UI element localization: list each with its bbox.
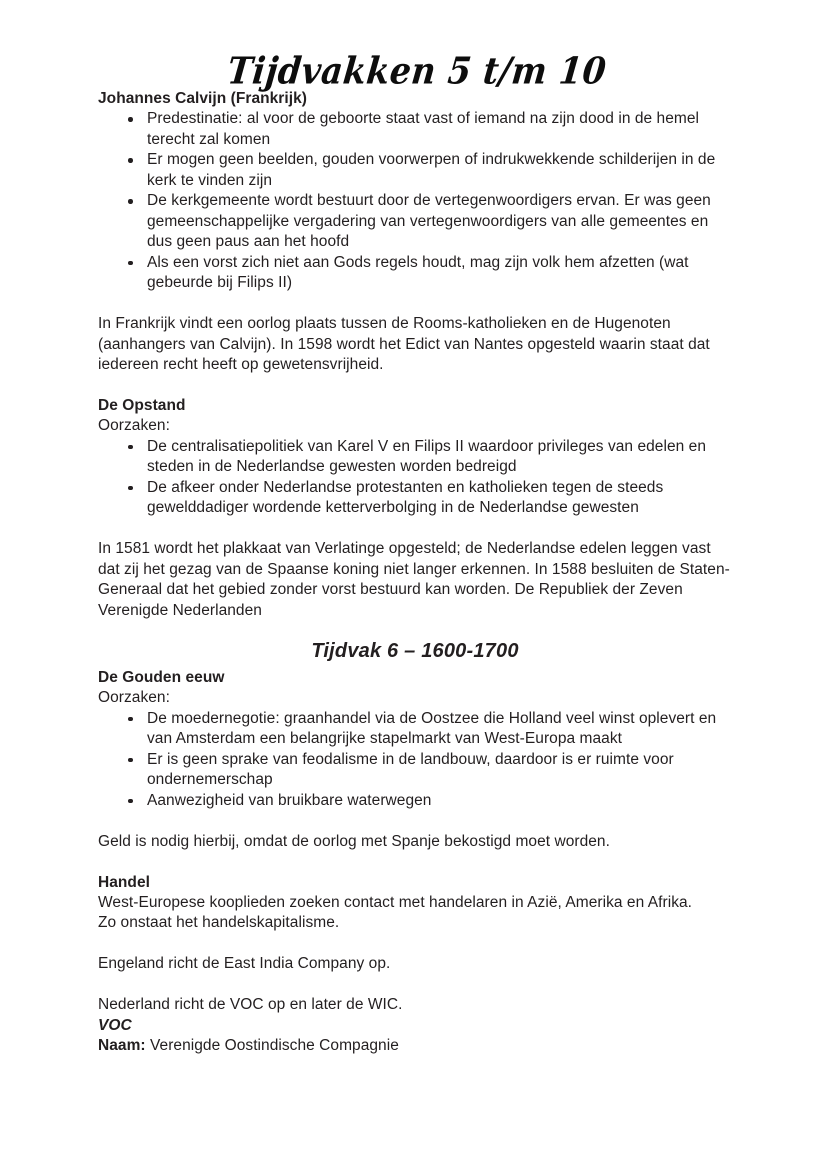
paragraph-geld-nodig: Geld is nodig hierbij, omdat de oorlog met Spanje bekostigd moet worden. [98,832,610,850]
list-item: Predestinatie: al voor de geboorte staat vast of iemand na zijn dood in de hemel terecht zal komen [98,109,732,150]
paragraph-spacer [98,294,732,315]
voc-naam-value: Verenigde Oostindische Compagnie [150,1036,399,1054]
list-item: Als een vorst zich niet aan Gods regels houdt, mag zijn volk hem afzetten (wat gebeurde bij Filips II) [98,253,732,294]
paragraph-spacer [98,934,732,955]
list-calvijn-kenmerken [98,109,732,294]
paragraph-spacer [98,852,732,873]
heading-de-gouden-eeuw: De Gouden eeuw [98,669,225,686]
paragraph-handel-line-1: West-Europese kooplieden zoeken contact met handelaren in Azië, Amerika en Afrika. [98,893,693,911]
paragraph-spacer [98,376,732,397]
voc-naam-label: Naam: [98,1036,146,1054]
label-oorzaken-gouden-eeuw: Oorzaken: [98,689,170,706]
list-item: De centralisatiepolitiek van Karel V en Filips II waardoor privileges van edelen en steden in de Nederlandse gewesten worden bedreigd [98,437,732,478]
list-gouden-eeuw-oorzaken [98,709,732,812]
list-item: Er is geen sprake van feodalisme in de landbouw, daardoor is er ruimte voor ondernemerschap [98,750,732,791]
paragraph-frankrijk-oorlog: In Frankrijk vindt een oorlog plaats tussen de Rooms-katholieken en de Hugenoten (aanhangers van Calvijn). In 1598 wordt het Edict van Nantes opgesteld waarin staat dat iedereen recht heeft op gewetensvrijheid. [98,315,710,373]
heading-handel: Handel [98,873,150,891]
paragraph-voc-wic: Nederland richt de VOC op en later de WIC. [98,996,403,1013]
label-oorzaken-opstand: Oorzaken: [98,417,170,434]
heading-voc: VOC [98,1016,132,1034]
paragraph-spacer [98,811,732,832]
voc-naam-row [98,1036,732,1057]
paragraph-plakkaat-van-verlatinge: In 1581 wordt het plakkaat van Verlatinge opgesteld; de Nederlandse edelen leggen vast dat zij het gezag van de Spaanse koning niet langer erkennen. In 1588 besluiten de Staten-Generaal dat het gebied zonder vorst bestuurd kan worden. De Republiek der Zeven Verenigde Nederlanden [98,540,730,619]
list-item: De moedernegotie: graanhandel via de Oostzee die Holland veel winst oplevert en van Amsterdam een belangrijke stapelmarkt van West-Europa maakt [98,709,732,750]
paragraph-east-india-company: Engeland richt de East India Company op. [98,955,391,972]
paragraph-spacer [98,519,732,540]
list-item: Aanwezigheid van bruikbare waterwegen [98,791,732,812]
list-item: Er mogen geen beelden, gouden voorwerpen of indrukwekkende schilderijen in de kerk te vinden zijn [98,150,732,191]
heading-de-opstand: De Opstand [98,397,186,414]
paragraph-spacer [98,975,732,996]
list-item: De afkeer onder Nederlandse protestanten en katholieken tegen de steeds gewelddadiger wordende ketterverbolging in de Nederlandse gewesten [98,478,732,519]
page-title: Tijdvakken 5 t/m 10 [225,48,609,93]
heading-tijdvak-6: Tijdvak 6 – 1600-1700 [311,640,519,662]
paragraph-handel-line-2: Zo onstaat het handelskapitalisme. [98,914,340,931]
heading-johannes-calvijn: Johannes Calvijn (Frankrijk) [98,90,307,107]
list-opstand-oorzaken [98,437,732,519]
document-body [98,0,732,1056]
list-item: De kerkgemeente wordt bestuurt door de vertegenwoordigers ervan. Er was geen gemeenschappelijke vergadering van vertegenwoordigers van alle gemeentes en dus geen paus aan het hoofd [98,191,732,253]
